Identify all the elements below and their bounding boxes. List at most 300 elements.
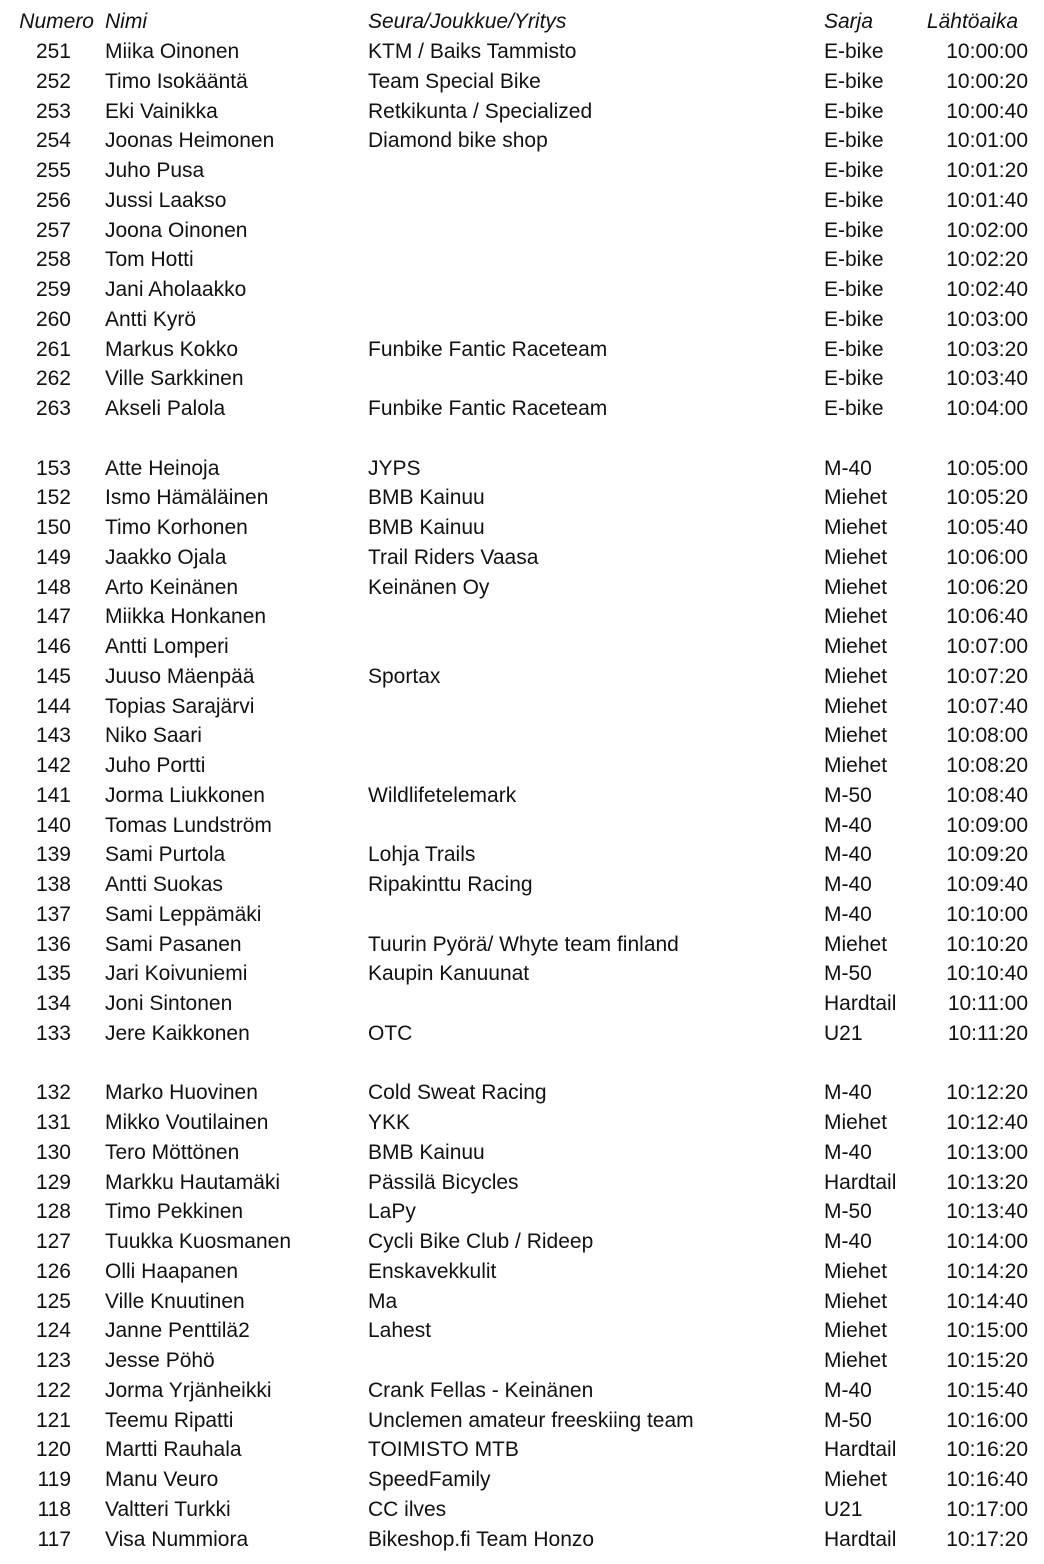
start-time: 10:06:00 — [946, 546, 1028, 569]
club-name: BMB Kainuu — [368, 1141, 485, 1164]
club-name — [368, 900, 813, 929]
start-number: 255 — [35, 159, 71, 182]
club-name — [368, 216, 813, 245]
race-class: Miehet — [824, 665, 888, 688]
table-row — [0, 989, 1044, 1018]
table-row — [0, 1495, 1044, 1524]
start-time: 10:15:00 — [946, 1319, 1028, 1342]
table-row — [0, 662, 1044, 691]
club-name — [368, 989, 813, 1018]
start-time: 10:14:40 — [946, 1290, 1028, 1313]
club-name: OTC — [368, 1022, 413, 1045]
club-name — [368, 364, 813, 393]
header-start-time: Lähtöaika — [926, 10, 1018, 33]
start-time: 10:15:40 — [946, 1379, 1028, 1402]
rider-name: Joonas Heimonen — [105, 129, 275, 152]
start-number: 123 — [35, 1349, 71, 1372]
header-name: Nimi — [105, 10, 147, 33]
table-row — [0, 156, 1044, 185]
table-row — [0, 959, 1044, 988]
start-number: 131 — [35, 1111, 71, 1134]
race-class: E-bike — [824, 338, 884, 361]
start-time: 10:13:00 — [946, 1141, 1028, 1164]
start-time: 10:16:40 — [946, 1468, 1028, 1491]
race-class: Miehet — [824, 1290, 888, 1313]
start-number: 137 — [35, 903, 71, 926]
table-row — [0, 67, 1044, 96]
table-row — [0, 1138, 1044, 1167]
race-class: M-50 — [824, 1200, 872, 1223]
start-time: 10:16:20 — [946, 1438, 1028, 1461]
race-class: M-40 — [824, 457, 872, 480]
table-row — [0, 811, 1044, 840]
rider-name: Sami Purtola — [105, 843, 226, 866]
start-time: 10:12:40 — [946, 1111, 1028, 1134]
rider-name: Jaakko Ojala — [105, 546, 227, 569]
start-number: 260 — [35, 308, 71, 331]
rider-name: Tomas Lundström — [105, 814, 272, 837]
rider-name: Akseli Palola — [105, 397, 226, 420]
race-class: E-bike — [824, 248, 884, 271]
race-class: E-bike — [824, 100, 884, 123]
start-number: 125 — [35, 1290, 71, 1313]
start-number: 121 — [35, 1409, 71, 1432]
start-number: 146 — [35, 635, 71, 658]
club-name: Wildlifetelemark — [368, 784, 517, 807]
table-row — [0, 632, 1044, 661]
rider-name: Visa Nummiora — [105, 1528, 249, 1551]
start-number: 118 — [37, 1498, 71, 1521]
start-time: 10:15:20 — [946, 1349, 1028, 1372]
race-class: M-50 — [824, 784, 872, 807]
club-name: BMB Kainuu — [368, 516, 485, 539]
start-number: 257 — [35, 219, 71, 242]
start-time: 10:09:00 — [946, 814, 1028, 837]
race-class: U21 — [824, 1498, 863, 1521]
club-name — [368, 156, 813, 185]
start-time: 10:09:20 — [946, 843, 1028, 866]
start-number: 120 — [35, 1438, 71, 1461]
race-class: Miehet — [824, 695, 888, 718]
rider-name: Markus Kokko — [105, 338, 239, 361]
start-time: 10:10:00 — [946, 903, 1028, 926]
rider-name: Jorma Yrjänheikki — [105, 1379, 272, 1402]
club-name: Unclemen amateur freeskiing team — [368, 1409, 694, 1432]
rider-name: Tuukka Kuosmanen — [105, 1230, 291, 1253]
rider-name: Antti Lomperi — [105, 635, 229, 658]
club-name: Tuurin Pyörä/ Whyte team finland — [368, 933, 679, 956]
table-row — [0, 751, 1044, 780]
start-number: 117 — [37, 1528, 71, 1551]
rider-name: Jorma Liukkonen — [105, 784, 265, 807]
start-number: 122 — [35, 1379, 71, 1402]
race-class: M-40 — [824, 903, 872, 926]
club-name: Kaupin Kanuunat — [368, 962, 530, 985]
race-class: M-40 — [824, 843, 872, 866]
start-number: 126 — [35, 1260, 71, 1283]
start-number: 128 — [35, 1200, 71, 1223]
race-class: Miehet — [824, 933, 888, 956]
rider-name: Juho Portti — [105, 754, 206, 777]
club-name: Lahest — [368, 1319, 432, 1342]
club-name: Crank Fellas - Keinänen — [368, 1379, 594, 1402]
table-row — [0, 1435, 1044, 1464]
race-class: Hardtail — [824, 992, 897, 1015]
start-number: 127 — [35, 1230, 71, 1253]
rider-name: Miika Oinonen — [105, 40, 240, 63]
rider-name: Ville Knuutinen — [105, 1290, 245, 1313]
start-number: 153 — [35, 457, 71, 480]
table-row — [0, 305, 1044, 334]
club-name — [368, 632, 813, 661]
club-name: Cold Sweat Racing — [368, 1081, 547, 1104]
start-number: 124 — [35, 1319, 71, 1342]
race-class: E-bike — [824, 159, 884, 182]
table-row — [0, 1346, 1044, 1375]
race-class: M-40 — [824, 1379, 872, 1402]
race-class: M-40 — [824, 1141, 872, 1164]
club-name: Funbike Fantic Raceteam — [368, 397, 608, 420]
table-row — [0, 483, 1044, 512]
start-time: 10:02:20 — [946, 248, 1028, 271]
start-time: 10:06:20 — [946, 576, 1028, 599]
start-number: 129 — [35, 1171, 71, 1194]
rider-name: Jani Aholaakko — [105, 278, 247, 301]
race-class: Hardtail — [824, 1171, 897, 1194]
race-class: E-bike — [824, 40, 884, 63]
race-class: Miehet — [824, 546, 888, 569]
start-time: 10:13:20 — [946, 1171, 1028, 1194]
table-row — [0, 1376, 1044, 1405]
start-number: 150 — [35, 516, 71, 539]
rider-name: Arto Keinänen — [105, 576, 239, 599]
start-number: 251 — [35, 40, 71, 63]
start-time: 10:03:20 — [946, 338, 1028, 361]
start-number: 144 — [35, 695, 71, 718]
club-name — [368, 186, 813, 215]
table-row — [0, 573, 1044, 602]
rider-name: Olli Haapanen — [105, 1260, 239, 1283]
start-time: 10:01:40 — [946, 189, 1028, 212]
race-class: E-bike — [824, 397, 884, 420]
club-name: Cycli Bike Club / Rideep — [368, 1230, 594, 1253]
race-class: Miehet — [824, 1468, 888, 1491]
start-time: 10:13:40 — [946, 1200, 1028, 1223]
table-row — [0, 1108, 1044, 1137]
rider-name: Joni Sintonen — [105, 992, 233, 1015]
rider-name: Juho Pusa — [105, 159, 205, 182]
table-row — [0, 37, 1044, 66]
start-time: 10:01:20 — [946, 159, 1028, 182]
table-row — [0, 900, 1044, 929]
start-number: 253 — [35, 100, 71, 123]
start-number: 261 — [35, 338, 71, 361]
club-name — [368, 245, 813, 274]
start-time: 10:03:40 — [946, 367, 1028, 390]
start-number: 119 — [37, 1468, 71, 1491]
start-time: 10:12:20 — [946, 1081, 1028, 1104]
start-number: 138 — [35, 873, 71, 896]
race-class: E-bike — [824, 219, 884, 242]
table-row — [0, 1465, 1044, 1494]
start-number: 132 — [35, 1081, 71, 1104]
start-time: 10:16:00 — [946, 1409, 1028, 1432]
race-class: Miehet — [824, 1319, 888, 1342]
start-number: 141 — [35, 784, 71, 807]
club-name: Ripakinttu Racing — [368, 873, 533, 896]
race-class: M-50 — [824, 962, 872, 985]
start-time: 10:04:00 — [946, 397, 1028, 420]
rider-name: Valtteri Turkki — [105, 1498, 231, 1521]
club-name: Team Special Bike — [368, 70, 541, 93]
start-time: 10:08:40 — [946, 784, 1028, 807]
start-number: 133 — [35, 1022, 71, 1045]
start-time: 10:00:40 — [946, 100, 1028, 123]
rider-name: Niko Saari — [105, 724, 202, 747]
header-club: Seura/Joukkue/Yritys — [368, 10, 567, 33]
start-number: 262 — [35, 367, 71, 390]
start-time: 10:06:40 — [946, 605, 1028, 628]
race-class: E-bike — [824, 278, 884, 301]
rider-name: Timo Pekkinen — [105, 1200, 244, 1223]
start-time: 10:03:00 — [946, 308, 1028, 331]
rider-name: Antti Suokas — [105, 873, 223, 896]
table-row — [0, 1525, 1044, 1554]
start-time: 10:05:40 — [946, 516, 1028, 539]
club-name: Enskavekkulit — [368, 1260, 497, 1283]
club-name: Keinänen Oy — [368, 576, 490, 599]
club-name: Sportax — [368, 665, 441, 688]
rider-name: Sami Pasanen — [105, 933, 242, 956]
start-time: 10:00:00 — [946, 40, 1028, 63]
table-row — [0, 126, 1044, 155]
rider-name: Marko Huovinen — [105, 1081, 258, 1104]
race-class: Hardtail — [824, 1438, 897, 1461]
start-time: 10:14:20 — [946, 1260, 1028, 1283]
table-row — [0, 1406, 1044, 1435]
rider-name: Eki Vainikka — [105, 100, 218, 123]
table-row — [0, 1078, 1044, 1107]
race-class: Miehet — [824, 754, 888, 777]
rider-name: Mikko Voutilainen — [105, 1111, 269, 1134]
rider-name: Jari Koivuniemi — [105, 962, 248, 985]
start-time: 10:00:20 — [946, 70, 1028, 93]
table-row — [0, 930, 1044, 959]
race-class: E-bike — [824, 129, 884, 152]
start-number: 130 — [35, 1141, 71, 1164]
start-time: 10:11:00 — [947, 992, 1028, 1015]
rider-name: Martti Rauhala — [105, 1438, 242, 1461]
start-number: 135 — [35, 962, 71, 985]
race-class: Miehet — [824, 605, 888, 628]
start-number: 142 — [35, 754, 71, 777]
start-time: 10:05:20 — [946, 486, 1028, 509]
rider-name: Ville Sarkkinen — [105, 367, 244, 390]
rider-name: Markku Hautamäki — [105, 1171, 281, 1194]
race-class: U21 — [824, 1022, 863, 1045]
club-name: Retkikunta / Specialized — [368, 100, 593, 123]
table-row — [0, 602, 1044, 631]
club-name: Trail Riders Vaasa — [368, 546, 539, 569]
table-row — [0, 394, 1044, 423]
table-row — [0, 97, 1044, 126]
rider-name: Jesse Pöhö — [105, 1349, 215, 1372]
start-time: 10:17:00 — [946, 1498, 1028, 1521]
race-class: Miehet — [824, 635, 888, 658]
club-name — [368, 602, 813, 631]
table-row — [0, 454, 1044, 483]
race-class: M-40 — [824, 1230, 872, 1253]
table-row — [0, 692, 1044, 721]
race-class: E-bike — [824, 308, 884, 331]
table-row — [0, 1257, 1044, 1286]
start-time: 10:08:00 — [946, 724, 1028, 747]
rider-name: Juuso Mäenpää — [105, 665, 255, 688]
table-row — [0, 840, 1044, 869]
club-name: Lohja Trails — [368, 843, 476, 866]
start-time: 10:07:00 — [946, 635, 1028, 658]
club-name: Funbike Fantic Raceteam — [368, 338, 608, 361]
table-row — [0, 335, 1044, 364]
club-name — [368, 1346, 813, 1375]
table-row — [0, 245, 1044, 274]
table-row — [0, 513, 1044, 542]
start-time: 10:07:40 — [946, 695, 1028, 718]
race-class: E-bike — [824, 70, 884, 93]
table-row — [0, 1019, 1044, 1048]
rider-name: Manu Veuro — [105, 1468, 219, 1491]
start-time: 10:07:20 — [946, 665, 1028, 688]
start-time: 10:08:20 — [946, 754, 1028, 777]
table-row — [0, 721, 1044, 750]
club-name — [368, 275, 813, 304]
table-row — [0, 364, 1044, 393]
race-class: M-50 — [824, 1409, 872, 1432]
club-name — [368, 305, 813, 334]
table-row — [0, 1287, 1044, 1316]
start-number: 147 — [35, 605, 71, 628]
start-number: 149 — [35, 546, 71, 569]
table-row — [0, 1168, 1044, 1197]
rider-name: Jussi Laakso — [105, 189, 227, 212]
race-class: Miehet — [824, 486, 888, 509]
race-class: E-bike — [824, 189, 884, 212]
race-class: Miehet — [824, 1349, 888, 1372]
rider-name: Topias Sarajärvi — [105, 695, 255, 718]
rider-name: Teemu Ripatti — [105, 1409, 234, 1432]
start-number: 139 — [35, 843, 71, 866]
race-class: E-bike — [824, 367, 884, 390]
club-name: Pässilä Bicycles — [368, 1171, 519, 1194]
start-number: 140 — [35, 814, 71, 837]
table-row — [0, 1197, 1044, 1226]
rider-name: Atte Heinoja — [105, 457, 220, 480]
start-time: 10:10:40 — [946, 962, 1028, 985]
rider-name: Joona Oinonen — [105, 219, 248, 242]
club-name: YKK — [368, 1111, 411, 1134]
table-row — [0, 186, 1044, 215]
table-row — [0, 1316, 1044, 1345]
race-class: M-40 — [824, 1081, 872, 1104]
race-class: Miehet — [824, 724, 888, 747]
race-class: M-40 — [824, 814, 872, 837]
start-number: 145 — [35, 665, 71, 688]
start-time: 10:11:20 — [947, 1022, 1028, 1045]
start-time: 10:17:20 — [946, 1528, 1028, 1551]
header-class: Sarja — [824, 10, 874, 33]
table-row — [0, 870, 1044, 899]
rider-name: Timo Korhonen — [105, 516, 248, 539]
club-name — [368, 721, 813, 750]
start-number: 256 — [35, 189, 71, 212]
start-number: 134 — [35, 992, 71, 1015]
race-class: Miehet — [824, 516, 888, 539]
table-row — [0, 543, 1044, 572]
start-time: 10:02:40 — [946, 278, 1028, 301]
rider-name: Janne Penttilä2 — [105, 1319, 250, 1342]
start-number: 252 — [35, 70, 71, 93]
table-row — [0, 216, 1044, 245]
start-time: 10:05:00 — [946, 457, 1028, 480]
club-name: Ma — [368, 1290, 398, 1313]
club-name: JYPS — [368, 457, 421, 480]
start-time: 10:09:40 — [946, 873, 1028, 896]
club-name: TOIMISTO MTB — [368, 1438, 519, 1461]
club-name: BMB Kainuu — [368, 486, 485, 509]
start-time: 10:01:00 — [946, 129, 1028, 152]
rider-name: Tero Möttönen — [105, 1141, 240, 1164]
header-row — [0, 7, 1044, 36]
start-number: 152 — [35, 486, 71, 509]
start-number: 143 — [35, 724, 71, 747]
club-name — [368, 811, 813, 840]
rider-name: Miikka Honkanen — [105, 605, 267, 628]
race-class: M-40 — [824, 873, 872, 896]
race-class: Miehet — [824, 1260, 888, 1283]
rider-name: Antti Kyrö — [105, 308, 197, 331]
start-number: 259 — [35, 278, 71, 301]
club-name — [368, 692, 813, 721]
start-number: 258 — [35, 248, 71, 271]
table-row — [0, 1227, 1044, 1256]
club-name: LaPy — [368, 1200, 416, 1223]
table-row — [0, 275, 1044, 304]
club-name: KTM / Baiks Tammisto — [368, 40, 577, 63]
club-name: CC ilves — [368, 1498, 447, 1521]
start-number: 136 — [35, 933, 71, 956]
header-number: Numero — [19, 10, 94, 33]
rider-name: Timo Isokääntä — [105, 70, 248, 93]
rider-name: Ismo Hämäläinen — [105, 486, 269, 509]
club-name: SpeedFamily — [368, 1468, 491, 1491]
start-number: 148 — [35, 576, 71, 599]
start-number: 263 — [35, 397, 71, 420]
rider-name: Tom Hotti — [105, 248, 194, 271]
table-row — [0, 781, 1044, 810]
start-number: 254 — [35, 129, 71, 152]
race-class: Miehet — [824, 1111, 888, 1134]
club-name — [368, 751, 813, 780]
start-time: 10:10:20 — [946, 933, 1028, 956]
club-name: Diamond bike shop — [368, 129, 548, 152]
race-class: Hardtail — [824, 1528, 897, 1551]
rider-name: Sami Leppämäki — [105, 903, 262, 926]
rider-name: Jere Kaikkonen — [105, 1022, 250, 1045]
start-time: 10:14:00 — [946, 1230, 1028, 1253]
club-name: Bikeshop.fi Team Honzo — [368, 1528, 595, 1551]
race-class: Miehet — [824, 576, 888, 599]
start-time: 10:02:00 — [946, 219, 1028, 242]
